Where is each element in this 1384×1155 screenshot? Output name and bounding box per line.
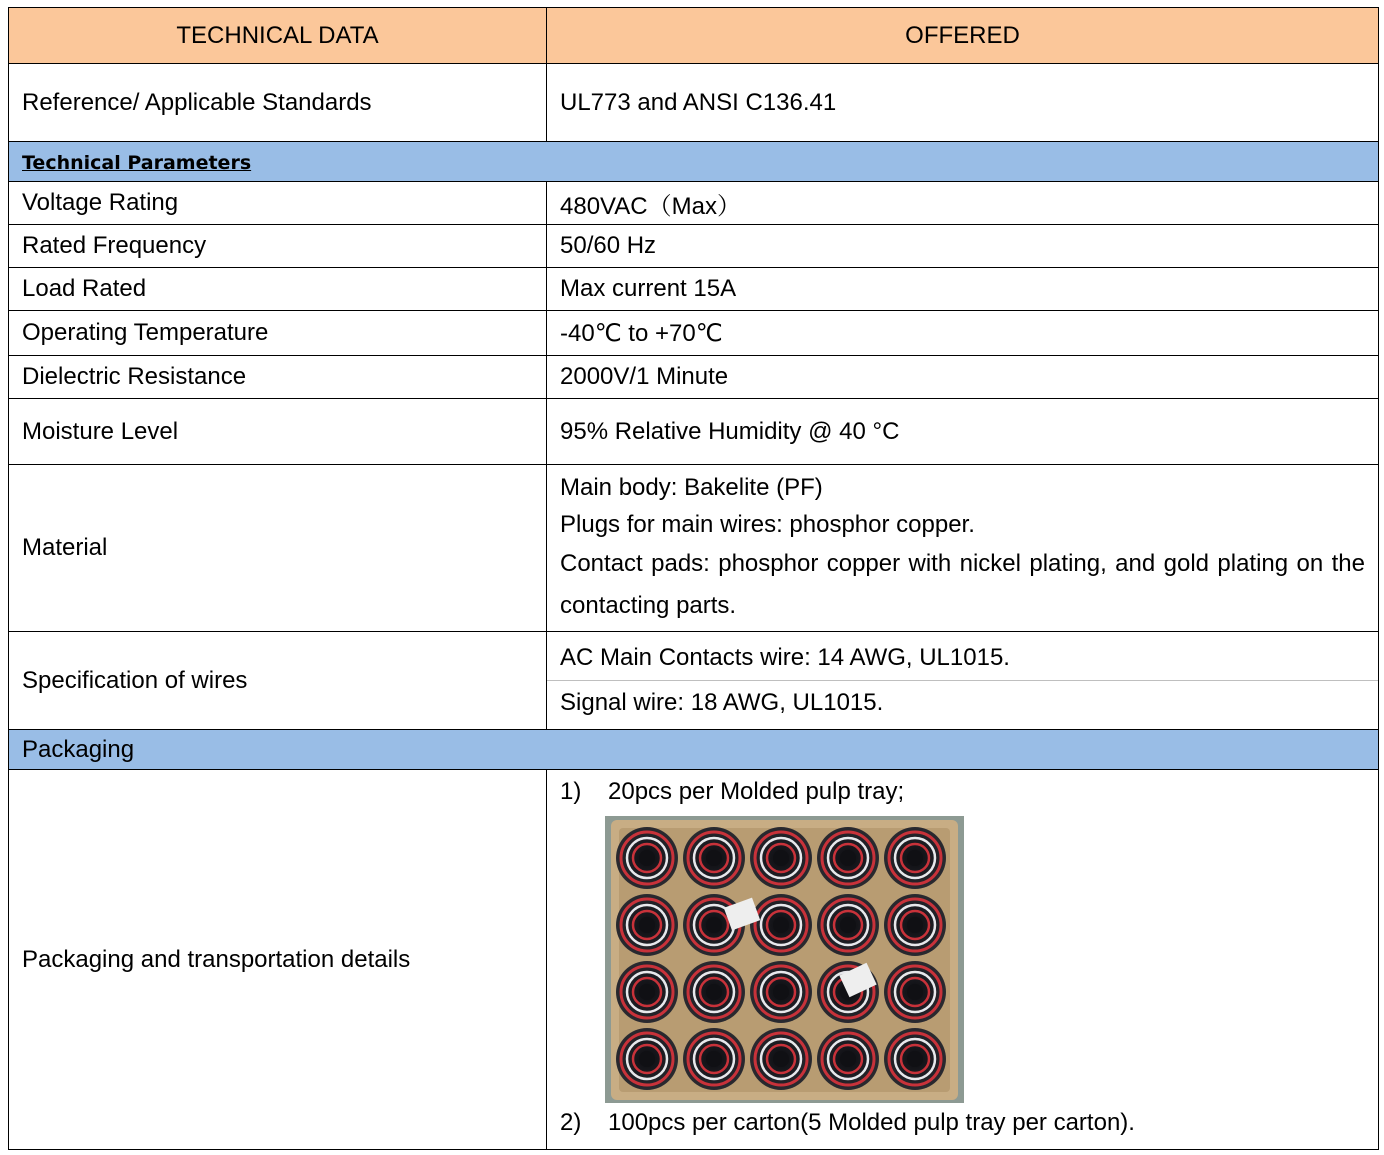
packaging-item-number: 1) bbox=[560, 778, 582, 805]
material-label: Material bbox=[9, 465, 547, 632]
packaging-value bbox=[547, 770, 1379, 1150]
packaging-item-number: 2) bbox=[560, 1109, 582, 1136]
standards-value: UL773 and ANSI C136.41 bbox=[547, 64, 1379, 142]
material-line: Contact pads: phosphor copper with nickel plating, and gold plating on the contacting parts. bbox=[560, 550, 1365, 619]
material-line: Main body: Bakelite (PF) bbox=[560, 474, 823, 501]
wire-line: AC Main Contacts wire: 14 AWG, UL1015. bbox=[560, 644, 1010, 671]
param-value: 50/60 Hz bbox=[547, 225, 1379, 268]
table-row-packaging bbox=[9, 770, 1379, 1150]
section-title-technical-parameters: Technical Parameters bbox=[22, 151, 252, 174]
table-row bbox=[9, 356, 1379, 399]
param-label: Load Rated bbox=[9, 268, 547, 311]
table-row bbox=[9, 182, 1379, 225]
table-row bbox=[9, 311, 1379, 356]
standards-label: Reference/ Applicable Standards bbox=[9, 64, 547, 142]
wires-label: Specification of wires bbox=[9, 632, 547, 730]
table-row-wires bbox=[9, 632, 1379, 730]
packaging-item-text: 100pcs per carton(5 Molded pulp tray per carton). bbox=[608, 1109, 1135, 1136]
packaging-item bbox=[560, 774, 1365, 810]
param-label: Operating Temperature bbox=[9, 311, 547, 356]
param-label: Voltage Rating bbox=[9, 182, 547, 225]
packaging-item-text: 20pcs per Molded pulp tray; bbox=[608, 778, 905, 805]
param-value: 480VAC（Max） bbox=[547, 182, 1379, 225]
section-title-packaging: Packaging bbox=[22, 735, 135, 763]
table-row bbox=[9, 399, 1379, 465]
table-row bbox=[9, 64, 1379, 142]
packaging-item bbox=[560, 1105, 1365, 1141]
table-row bbox=[9, 268, 1379, 311]
table-row bbox=[9, 225, 1379, 268]
header-offered: OFFERED bbox=[547, 8, 1379, 64]
wire-line: Signal wire: 18 AWG, UL1015. bbox=[560, 689, 884, 716]
param-value: 95% Relative Humidity @ 40 °C bbox=[547, 399, 1379, 465]
wires-value bbox=[547, 632, 1379, 730]
param-value: 2000V/1 Minute bbox=[547, 356, 1379, 399]
param-label: Dielectric Resistance bbox=[9, 356, 547, 399]
molded-pulp-tray-photo bbox=[605, 816, 964, 1103]
section-row-packaging bbox=[9, 730, 1379, 770]
packaging-label: Packaging and transportation details bbox=[9, 770, 547, 1150]
param-value: Max current 15A bbox=[547, 268, 1379, 311]
technical-data-table bbox=[8, 7, 1379, 1150]
section-row-technical bbox=[9, 142, 1379, 182]
param-label: Moisture Level bbox=[9, 399, 547, 465]
material-value bbox=[547, 465, 1379, 632]
table-header-row bbox=[9, 8, 1379, 64]
table-row-material bbox=[9, 465, 1379, 632]
param-label: Rated Frequency bbox=[9, 225, 547, 268]
param-value: -40℃ to +70℃ bbox=[547, 311, 1379, 356]
material-line: Plugs for main wires: phosphor copper. bbox=[560, 511, 975, 538]
header-technical-data: TECHNICAL DATA bbox=[9, 8, 547, 64]
